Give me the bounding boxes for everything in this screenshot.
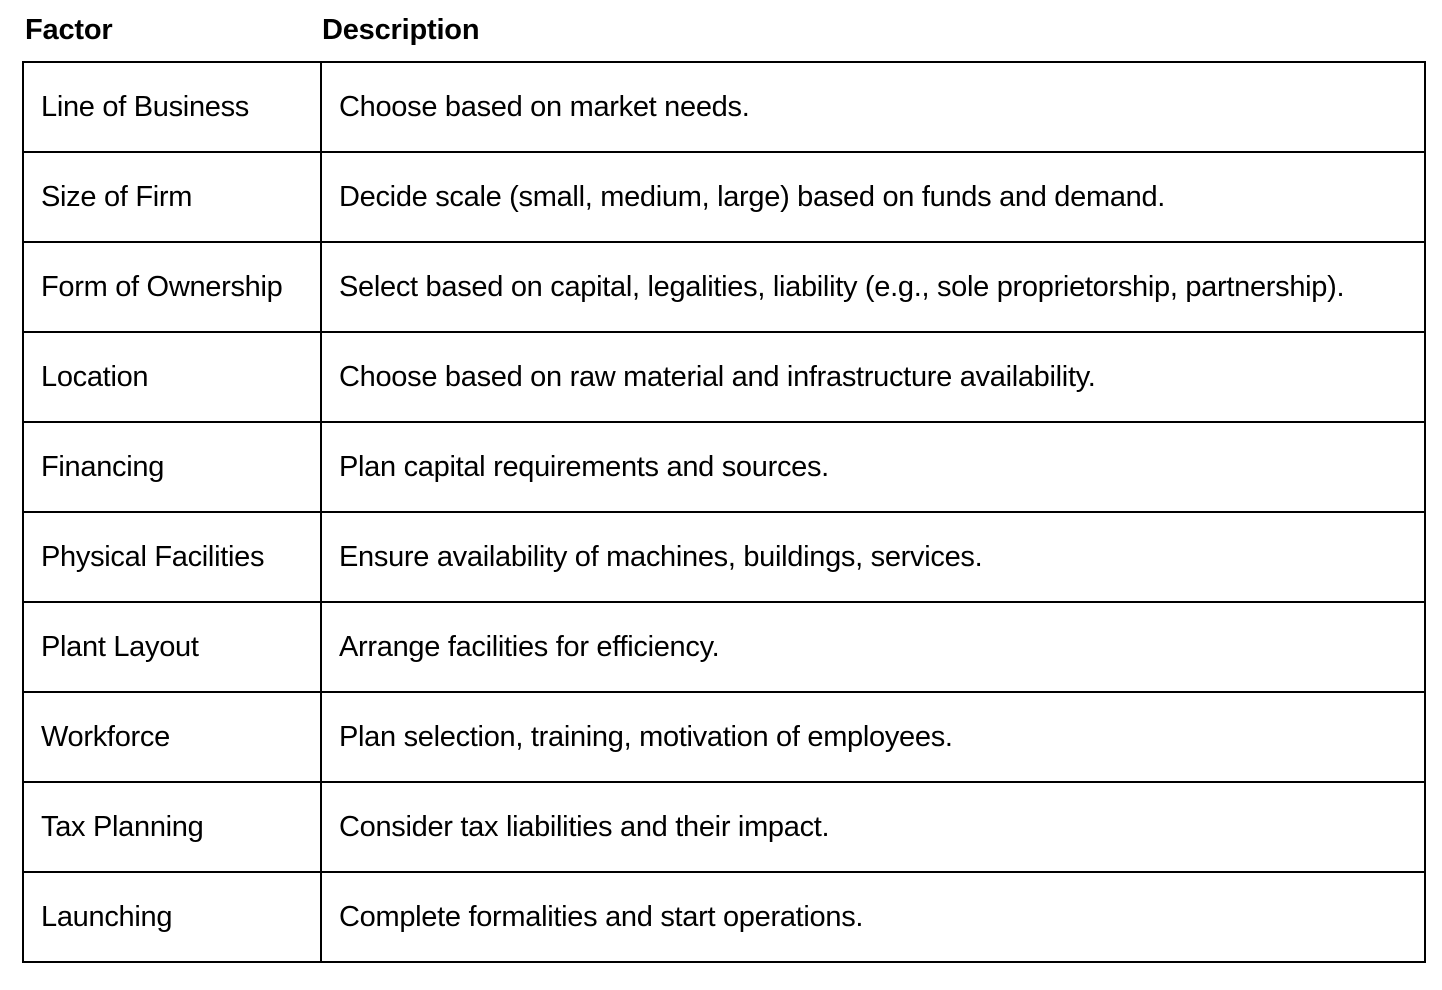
description-column-header: Description [322, 14, 480, 46]
description-cell: Consider tax liabilities and their impact. [321, 782, 1425, 872]
factor-cell: Form of Ownership [23, 242, 321, 332]
description-cell: Plan selection, training, motivation of employees. [321, 692, 1425, 782]
description-cell: Complete formalities and start operations. [321, 872, 1425, 962]
description-cell: Ensure availability of machines, buildings, services. [321, 512, 1425, 602]
table-row [23, 242, 1425, 332]
factor-cell: Physical Facilities [23, 512, 321, 602]
factor-cell: Workforce [23, 692, 321, 782]
table-row [23, 332, 1425, 422]
table-row [23, 422, 1425, 512]
table-row [23, 872, 1425, 962]
table-row [23, 602, 1425, 692]
factor-cell: Launching [23, 872, 321, 962]
table-row [23, 782, 1425, 872]
factor-cell: Size of Firm [23, 152, 321, 242]
table-row [23, 62, 1425, 152]
factor-cell: Tax Planning [23, 782, 321, 872]
factor-cell: Plant Layout [23, 602, 321, 692]
table-header [0, 0, 1442, 62]
description-cell: Select based on capital, legalities, liability (e.g., sole proprietorship, partnership). [321, 242, 1425, 332]
description-cell: Arrange facilities for efficiency. [321, 602, 1425, 692]
factor-column-header: Factor [25, 14, 113, 46]
description-cell: Choose based on raw material and infrastructure availability. [321, 332, 1425, 422]
table-row [23, 512, 1425, 602]
factor-cell: Location [23, 332, 321, 422]
table-row [23, 692, 1425, 782]
description-cell: Choose based on market needs. [321, 62, 1425, 152]
description-cell: Decide scale (small, medium, large) based on funds and demand. [321, 152, 1425, 242]
factor-cell: Line of Business [23, 62, 321, 152]
description-cell: Plan capital requirements and sources. [321, 422, 1425, 512]
table-row [23, 152, 1425, 242]
factors-table [22, 61, 1426, 963]
factor-cell: Financing [23, 422, 321, 512]
